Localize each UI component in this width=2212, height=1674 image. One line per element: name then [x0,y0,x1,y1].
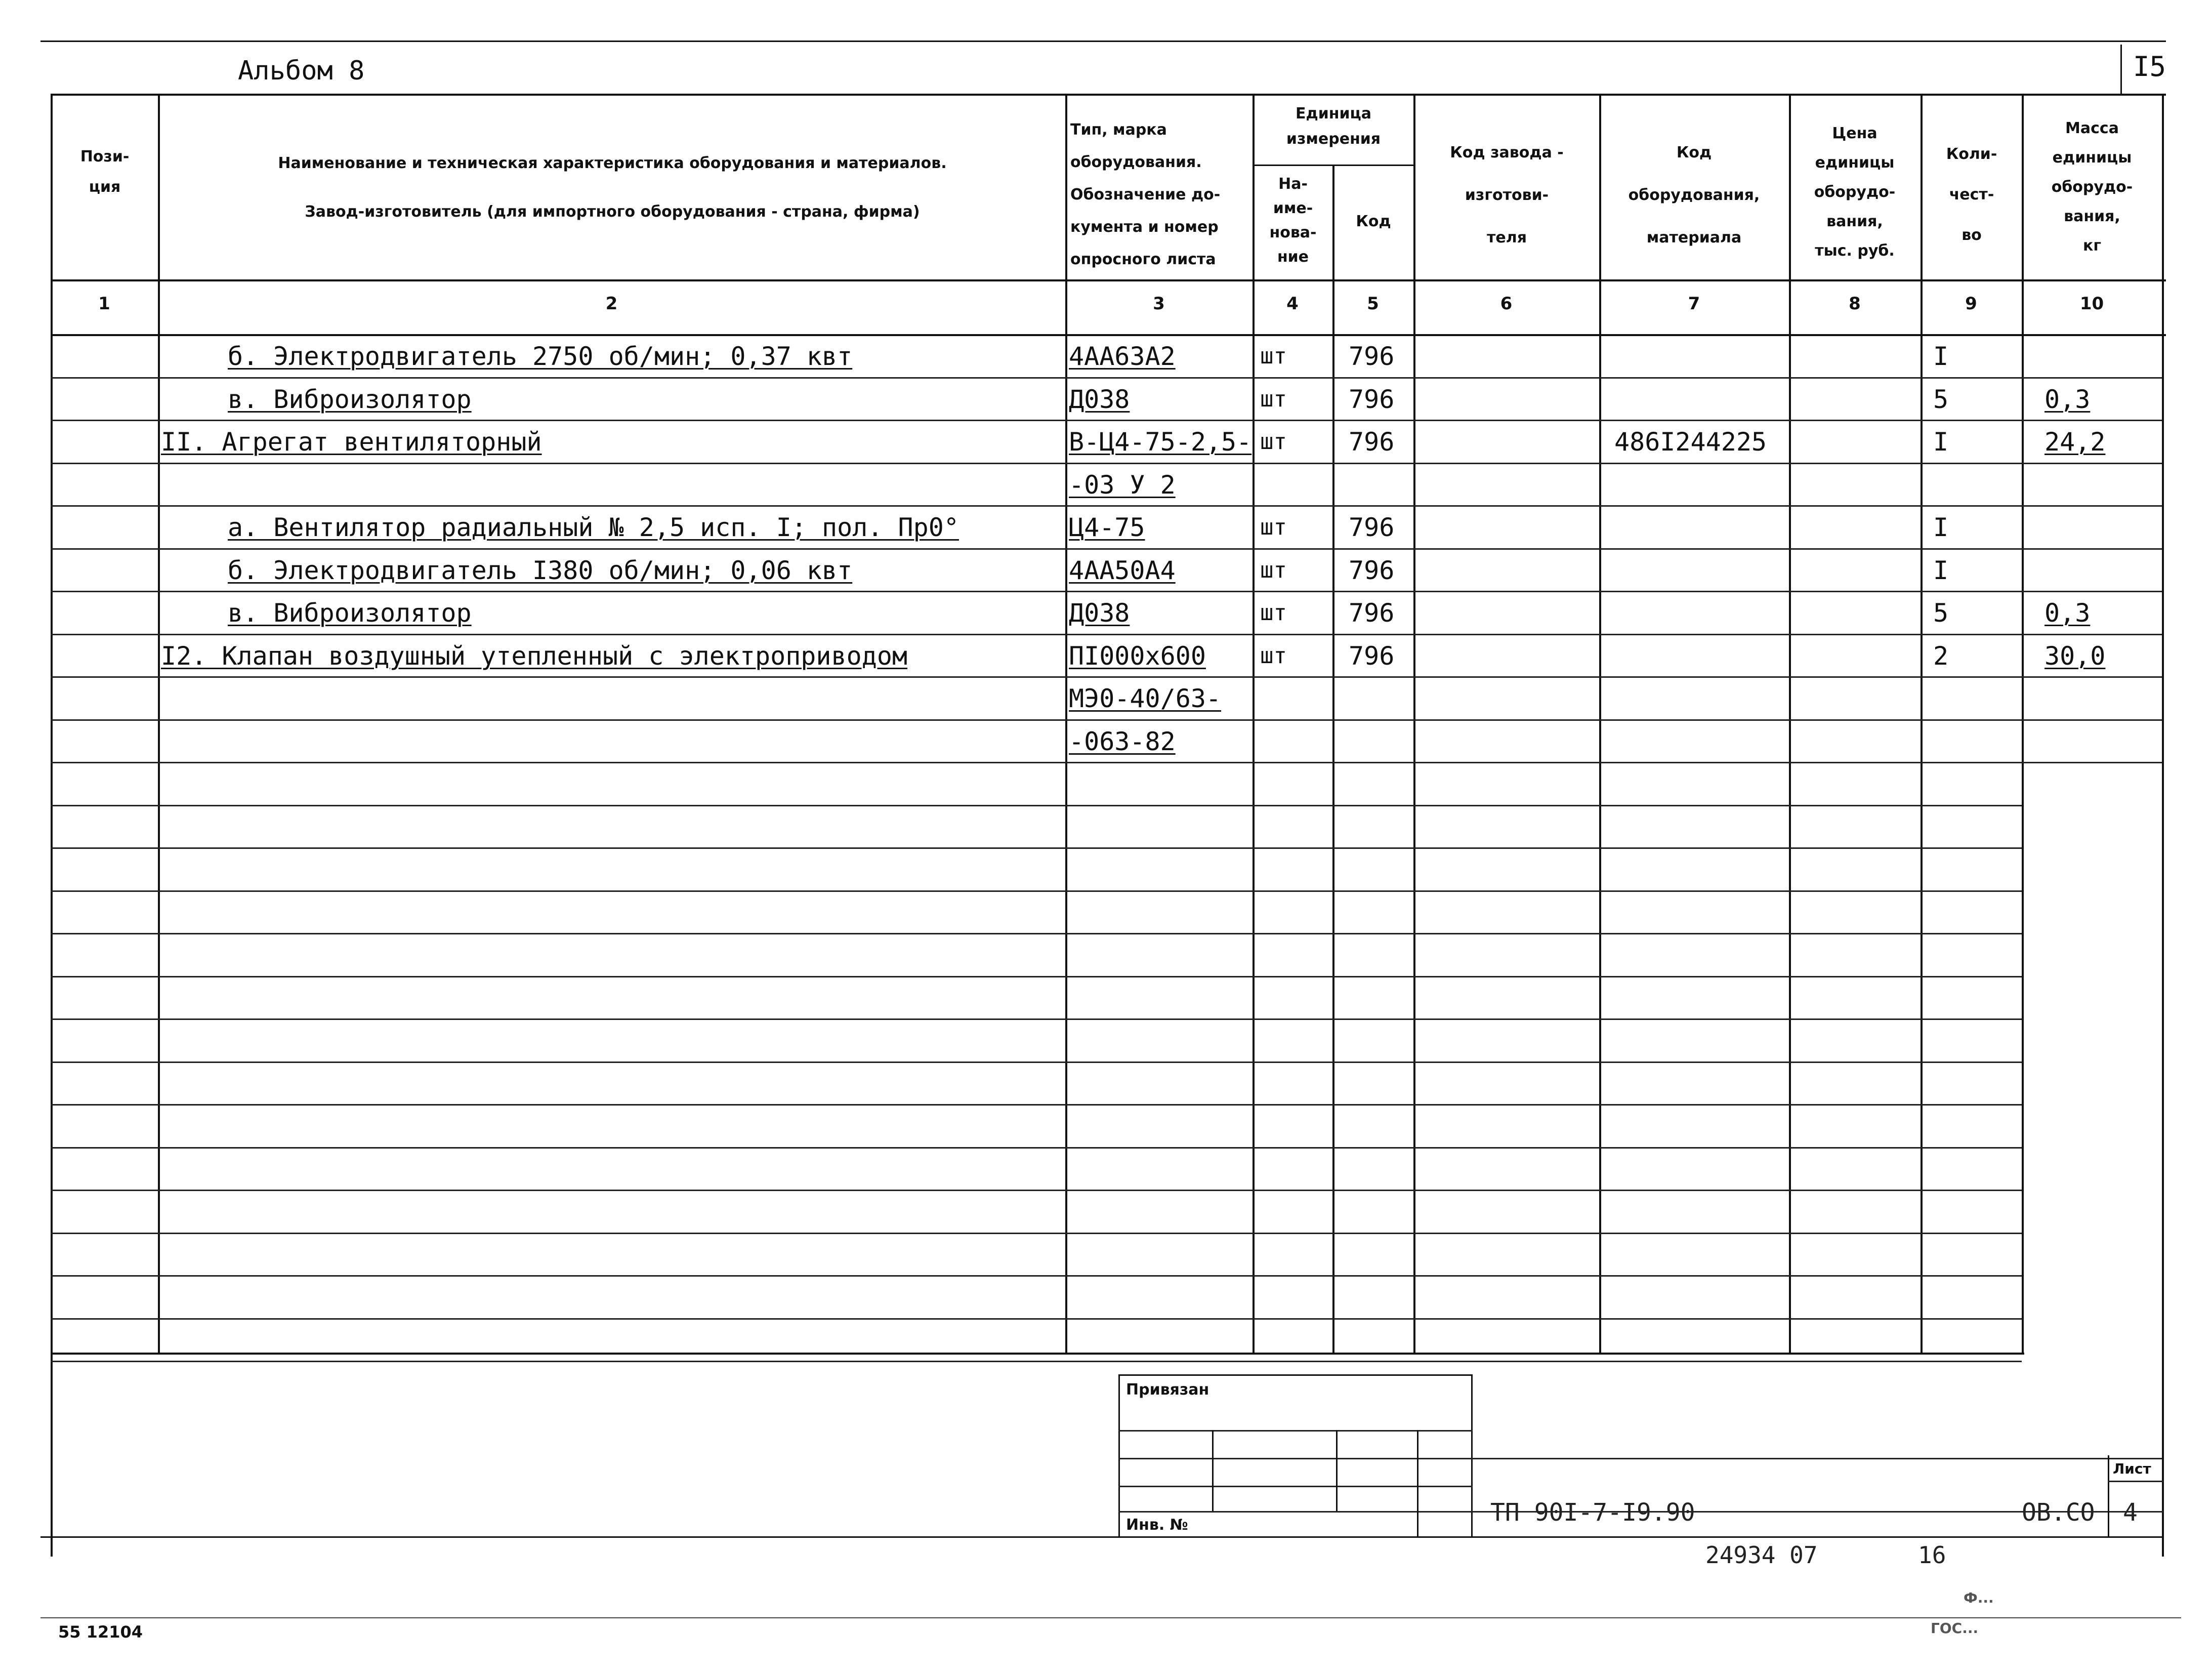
row-quantity: I [1933,342,1949,371]
stamp-line-1 [1118,1430,1473,1432]
row-line [51,591,2162,592]
stamp-top [1118,1374,1473,1376]
row-unit-code: 796 [1349,513,1395,542]
col-line-6 [1599,94,1601,1354]
unit-group-divider [1253,165,1413,166]
row-type: 4АА63А2 [1069,342,1176,371]
unit-group-header: Единица измерения [1286,105,1381,148]
col-line-1 [158,94,160,1354]
col-line-4 [1332,165,1334,1354]
row-mass: 30,0 [2044,641,2106,671]
page-count: 16 [1918,1541,1946,1569]
col-number-8: 8 [1849,294,1861,314]
col-header-8: Цена единицы оборудо- вания, тыс. руб. [1814,125,1896,260]
col-header-2: Наименование и техническая характеристика оборудования и материалов. Завод-изготовитель (для импортного оборудования - страна, фирма) [278,154,947,221]
col-number-10: 10 [2079,294,2104,314]
row-type: -063-82 [1069,727,1176,756]
row-name: в. Виброизолятор [228,385,472,414]
row-line [51,548,2162,550]
sheet-label: Лист [2113,1460,2151,1477]
stamp-line-2 [1118,1458,1473,1459]
row-line [51,1190,2022,1191]
row-unit-code: 796 [1349,385,1395,414]
row-line [51,1104,2022,1106]
row-type: Д038 [1069,385,1130,414]
col-number-1: 1 [98,294,110,314]
format-label: Ф... [1964,1589,1994,1606]
page-bottom-rule [40,1536,2163,1538]
footer-rule [40,1617,2181,1618]
row-line [51,420,2162,421]
row-unit-code: 796 [1349,427,1395,457]
header-bottom [51,279,2166,281]
col-number-4: 4 [1286,294,1299,314]
row-line [51,1147,2022,1149]
col-header-1: Пози- ция [80,148,130,196]
row-unit: шт [1260,557,1287,583]
row-name: а. Вентилятор радиальный № 2,5 исп. I; пол. Пр0° [228,513,959,542]
document-code: ТП 90I-7-I9.90 [1490,1498,1695,1527]
row-line [51,1233,2022,1234]
table-top [51,94,2166,96]
row-type: -03 У 2 [1069,470,1176,500]
row-mass: 0,3 [2044,385,2091,414]
col-number-5: 5 [1367,294,1379,314]
row-name: I2. Клапан воздушный утепленный с электроприводом [161,641,908,671]
col-line-2 [1065,94,1067,1354]
col-header-10: Масса единицы оборудо- вания, кг [2051,119,2133,255]
col-header-4: На- име- нова- ние [1269,175,1317,266]
table-bottom [51,1353,2024,1355]
col-line-5 [1413,94,1415,1354]
row-line [51,505,2162,507]
col-header-9: Коли- чест- во [1946,145,1997,244]
row-line [51,1018,2022,1020]
row-unit-code: 796 [1349,342,1395,371]
row-quantity: I [1933,513,1949,542]
row-unit: шт [1260,343,1287,369]
row-unit-code: 796 [1349,556,1395,585]
col-line-3 [1253,94,1255,1354]
col-number-3: 3 [1153,294,1165,314]
row-line [51,976,2022,977]
row-unit-code: 796 [1349,641,1395,671]
section-code: ОВ.СО [2022,1498,2095,1527]
row-line [51,805,2022,806]
row-line [51,1318,2022,1320]
row-name: II. Агрегат вентиляторный [161,427,542,457]
row-unit: шт [1260,600,1287,626]
sheet-number: 4 [2123,1498,2138,1527]
stamp-inner-v1 [1212,1430,1214,1511]
col-header-3: Тип, марка оборудования. Обозначение до- кумента и номер опросного листа [1070,121,1221,268]
row-equipment-code: 486I244225 [1614,427,1767,457]
row-unit: шт [1260,429,1287,455]
row-name: б. Электродвигатель 2750 об/мин; 0,37 квт [228,342,853,371]
gost-label: ГОС... [1931,1620,1979,1637]
sheet-box-mid [2108,1481,2163,1482]
row-unit: шт [1260,514,1287,540]
col-line-7 [1789,94,1791,1354]
col-line-8 [1921,94,1923,1354]
row-line [51,634,2162,635]
row-line [51,1275,2022,1277]
col-header-5: Код [1356,213,1391,230]
col-header-7: Код оборудования, материала [1628,144,1760,247]
row-type: Д038 [1069,598,1130,628]
inventory-label: Инв. № [1126,1516,1188,1534]
row-mass: 24,2 [2044,427,2106,457]
col-line-9 [2022,94,2024,1354]
row-name: в. Виброизолятор [228,598,472,628]
row-line [51,377,2162,379]
row-type: Ц4-75 [1069,513,1145,542]
row-line [51,1361,2022,1362]
bound-label: Привязан [1126,1381,1209,1399]
left-code: 55 12104 [58,1622,143,1642]
row-quantity: 5 [1933,598,1949,628]
row-quantity: 2 [1933,641,1949,671]
row-unit: шт [1260,386,1287,412]
row-name: б. Электродвигатель I380 об/мин; 0,06 квт [228,556,853,585]
row-mass: 0,3 [2044,598,2091,628]
row-line [51,847,2022,849]
row-unit: шт [1260,643,1287,669]
row-type: ПI000х600 [1069,641,1206,671]
row-line [51,933,2022,934]
row-type: В-Ц4-75-2,5- [1069,427,1252,457]
numbers-bottom [51,334,2166,336]
row-line [51,890,2022,892]
stamp-inner-v2 [1336,1430,1338,1511]
row-type: МЭ0-40/63- [1069,684,1222,713]
row-quantity: I [1933,427,1949,457]
col-number-9: 9 [1965,294,1977,314]
row-line [51,1061,2022,1063]
album-label: Альбом 8 [238,56,365,86]
sheet-box-left [2108,1455,2109,1536]
col-number-2: 2 [605,294,618,314]
top-rule [40,40,2166,42]
col-line-10 [2162,94,2164,1557]
row-unit-code: 796 [1349,598,1395,628]
archive-numbers: 24934 07 [1705,1541,1818,1569]
col-header-6: Код завода - изготови- теля [1450,144,1564,247]
row-line [51,676,2162,678]
col-number-6: 6 [1500,294,1513,314]
row-line [51,719,2162,721]
stamp-inner-v3 [1417,1430,1418,1536]
title-block-top [1471,1458,2162,1459]
stamp-line-3 [1118,1486,1473,1487]
row-quantity: I [1933,556,1949,585]
page-number-divider [2120,45,2122,95]
col-number-7: 7 [1688,294,1700,314]
row-quantity: 5 [1933,385,1949,414]
page-number: I5 [2133,51,2166,83]
row-line [51,463,2162,464]
row-line [51,762,2162,763]
row-type: 4АА50А4 [1069,556,1176,585]
